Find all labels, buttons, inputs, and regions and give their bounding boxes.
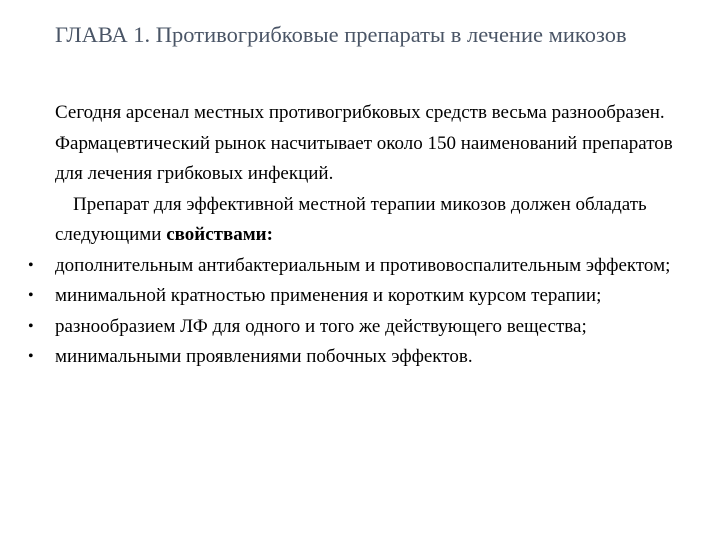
paragraph-requirements xyxy=(26,190,696,251)
slide-body xyxy=(26,98,696,373)
list-item xyxy=(26,281,696,312)
paragraph-arsenal: Сегодня арсенал местных противогрибковых средств весьма разнообразен. Фармацевтический рынок насчитывает около 150 наименований препаратов для лечения грибковых инфекций. xyxy=(55,102,673,184)
list-item xyxy=(26,251,696,282)
slide-title: ГЛАВА 1. Противогрибковые препараты в лечение микозов xyxy=(55,22,627,47)
list-item-text: дополнительным антибактериальным и противовоспалительным эффектом; xyxy=(55,254,671,276)
bullet-icon: • xyxy=(28,287,34,304)
list-item-text: разнообразием ЛФ для одного и того же действующего вещества; xyxy=(55,315,587,337)
properties-list xyxy=(26,251,696,373)
list-item xyxy=(26,312,696,343)
bullet-icon: • xyxy=(28,256,34,274)
list-item xyxy=(26,342,696,373)
paragraph-requirements-text: Препарат для эффективной местной терапии микозов должен обладать следующими xyxy=(55,193,647,245)
bullet-icon: • xyxy=(28,317,34,335)
list-item-text: минимальными проявлениями побочных эффектов. xyxy=(55,346,473,367)
paragraph-requirements-bold: свойствами: xyxy=(166,224,273,245)
bullet-icon: • xyxy=(28,348,34,365)
list-item-text: минимальной кратностью применения и коротким курсом терапии; xyxy=(55,285,602,306)
